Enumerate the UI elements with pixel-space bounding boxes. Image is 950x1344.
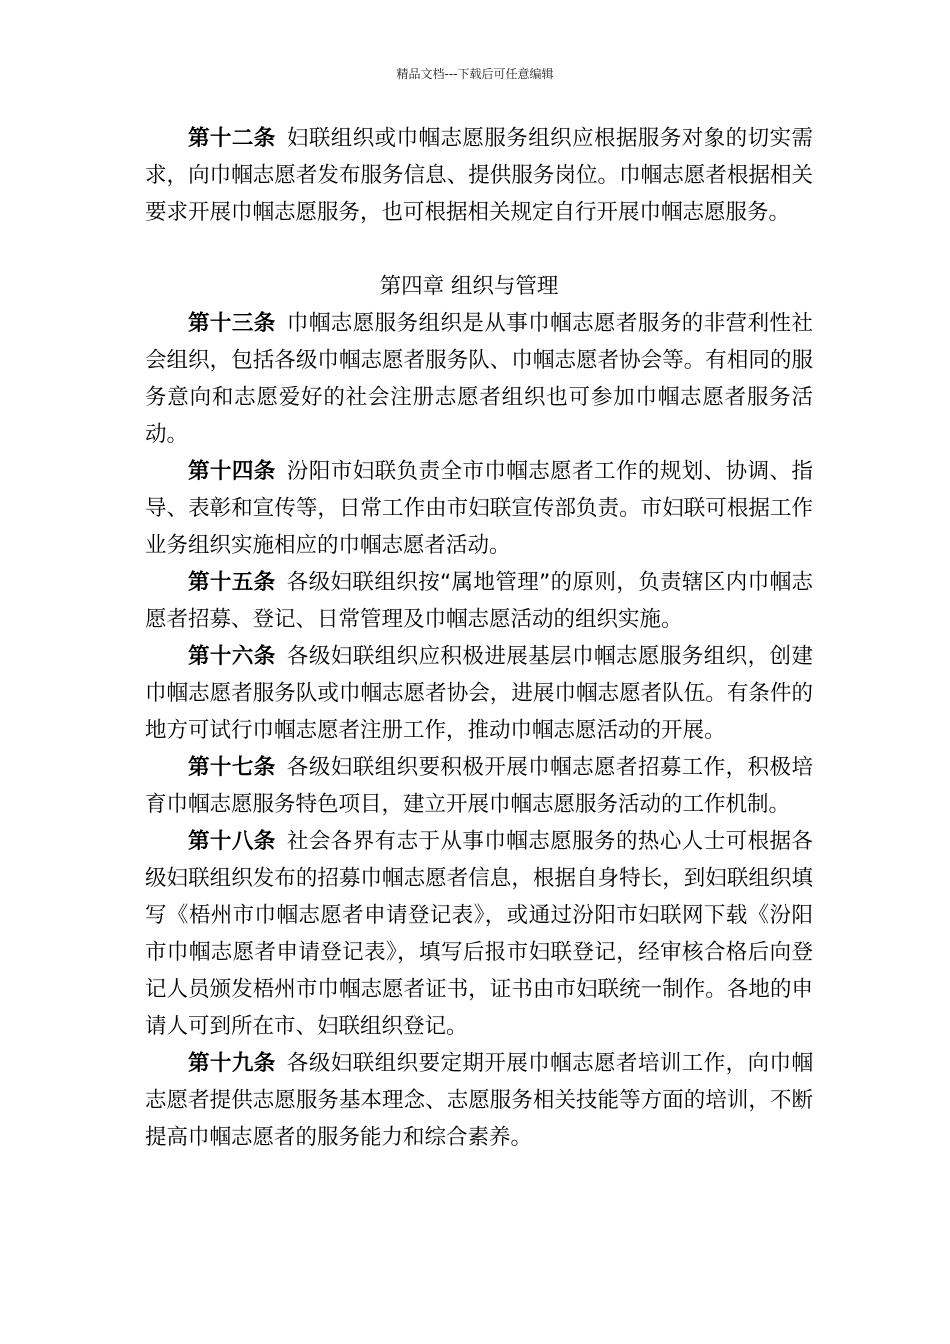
chapter-heading: 第四章 组织与管理 (379, 274, 559, 299)
article-number: 第十八条 (188, 829, 276, 854)
article-16 (145, 638, 813, 749)
article-text: 各级妇联组织按“属地管理”的原则，负责辖区内巾帼志愿者招募、登记、日常管理及巾帼志愿活动的组织实施。 (145, 570, 813, 632)
article-17 (145, 749, 813, 823)
article-19 (145, 1045, 813, 1156)
document-body (145, 120, 813, 1156)
article-13 (145, 305, 813, 453)
chapter-spacer (145, 231, 813, 268)
article-text: 各级妇联组织应积极进展基层巾帼志愿服务组织，创建巾帼志愿者服务队或巾帼志愿者协会，进展巾帼志愿者队伍。有条件的地方可试行巾帼志愿者注册工作，推动巾帼志愿活动的开展。 (145, 644, 813, 743)
article-number: 第十七条 (188, 755, 276, 780)
article-text: 各级妇联组织要定期开展巾帼志愿者培训工作，向巾帼志愿者提供志愿服务基本理念、志愿服务相关技能等方面的培训，不断提高巾帼志愿者的服务能力和综合素养。 (145, 1051, 813, 1150)
article-12 (145, 120, 813, 231)
article-15 (145, 564, 813, 638)
article-text: 社会各界有志于从事巾帼志愿服务的热心人士可根据各级妇联组织发布的招募巾帼志愿者信息，根据自身特长，到妇联组织填写《梧州市巾帼志愿者申请登记表》，或通过汾阳市妇联网下载《汾阳市巾帼志愿者申请登记表》，填写后报市妇联登记，经审核合格后向登记人员颁发梧州市巾帼志愿者证书，证书由市妇联统一制作。各地的申请人可到所在市、妇联组织登记。 (145, 829, 813, 1039)
article-text: 各级妇联组织要积极开展巾帼志愿者招募工作，积极培育巾帼志愿服务特色项目，建立开展巾帼志愿服务活动的工作机制。 (145, 755, 813, 817)
article-text: 妇联组织或巾帼志愿服务组织应根据服务对象的切实需求，向巾帼志愿者发布服务信息、提供服务岗位。巾帼志愿者根据相关要求开展巾帼志愿服务，也可根据相关规定自行开展巾帼志愿服务。 (145, 126, 813, 225)
article-14 (145, 453, 813, 564)
article-number: 第十三条 (188, 311, 276, 336)
article-text: 汾阳市妇联负责全市巾帼志愿者工作的规划、协调、指导、表彰和宣传等，日常工作由市妇联宣传部负责。市妇联可根据工作业务组织实施相应的巾帼志愿者活动。 (145, 459, 813, 558)
article-number: 第十九条 (188, 1051, 276, 1076)
article-number: 第十四条 (188, 459, 276, 484)
article-number: 第十二条 (188, 126, 276, 151)
article-number: 第十五条 (188, 570, 276, 595)
article-text: 巾帼志愿服务组织是从事巾帼志愿者服务的非营利性社会组织，包括各级巾帼志愿者服务队、巾帼志愿者协会等。有相同的服务意向和志愿爱好的社会注册志愿者组织也可参加巾帼志愿者服务活动。 (145, 311, 813, 447)
page-header: 精品文档---下载后可任意编辑 (396, 67, 554, 81)
article-18 (145, 823, 813, 1045)
article-number: 第十六条 (188, 644, 276, 669)
